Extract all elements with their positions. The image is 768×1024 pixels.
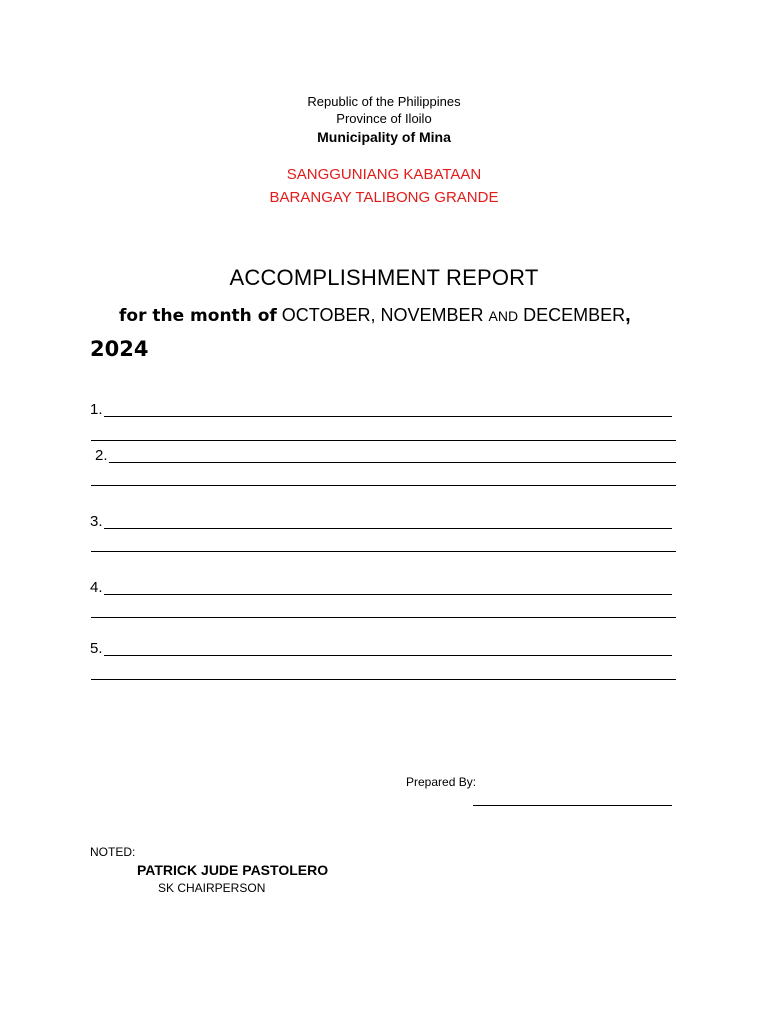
- item-number-1: 1.: [90, 401, 103, 418]
- report-year: 2024: [90, 337, 149, 361]
- item-1-line-a[interactable]: [104, 416, 672, 417]
- item-5-line-b[interactable]: [91, 679, 676, 680]
- period-month-december: DECEMBER: [523, 305, 626, 325]
- item-number-5: 5.: [90, 640, 103, 657]
- report-period: [119, 304, 631, 327]
- org-sangguniang-kabataan: SANGGUNIANG KABATAAN: [286, 166, 482, 183]
- noted-name: PATRICK JUDE PASTOLERO: [137, 862, 329, 878]
- item-number-3: 3.: [90, 513, 103, 530]
- item-3-line-b[interactable]: [91, 551, 676, 552]
- item-3-line-a[interactable]: [104, 528, 672, 529]
- period-month-october: OCTOBER,: [281, 305, 376, 325]
- period-comma: ,: [625, 304, 631, 326]
- header-municipality: Municipality of Mina: [317, 129, 451, 145]
- prepared-by-label: Prepared By:: [406, 775, 477, 789]
- header-province: Province of Iloilo: [336, 111, 432, 126]
- item-2-line-b[interactable]: [91, 485, 676, 486]
- item-number-4: 4.: [90, 579, 103, 596]
- period-conjunction: AND: [488, 308, 519, 324]
- item-2-line-a[interactable]: [109, 462, 676, 463]
- item-4-line-b[interactable]: [91, 617, 676, 618]
- item-number-2: 2.: [95, 447, 108, 464]
- noted-label: NOTED:: [90, 845, 136, 859]
- header-republic: Republic of the Philippines: [307, 94, 461, 109]
- report-title: ACCOMPLISHMENT REPORT: [229, 265, 539, 290]
- period-month-november: NOVEMBER: [380, 305, 484, 325]
- item-5-line-a[interactable]: [104, 655, 672, 656]
- org-barangay: BARANGAY TALIBONG GRANDE: [269, 189, 499, 206]
- noted-position: SK CHAIRPERSON: [158, 881, 266, 895]
- prepared-by-signature-line[interactable]: [473, 805, 672, 806]
- period-lead: for the month of: [119, 306, 277, 326]
- item-1-line-b[interactable]: [91, 440, 676, 441]
- item-4-line-a[interactable]: [104, 594, 672, 595]
